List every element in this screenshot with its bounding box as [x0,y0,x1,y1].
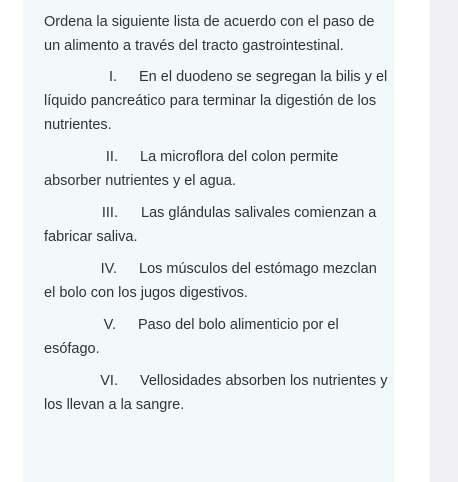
item-text: Paso del bolo alimenticio por el esófago. [44,317,339,357]
list-item [44,65,389,137]
item-numeral: I. [108,69,117,85]
item-numeral: III. [101,205,118,221]
item-numeral: IV. [100,261,117,277]
list-item [44,145,389,193]
item-numeral: VI. [100,373,118,389]
item-text: En el duodeno se segregan la bilis y el líquido pancreático para terminar la digestión de los nutrientes. [44,69,388,133]
question-card [23,0,394,482]
list-item [44,369,389,417]
item-text: La microflora del colon permite absorber nutrientes y el agua. [44,149,339,189]
list-item [44,257,389,305]
item-text: Los músculos del estómago mezclan el bolo con los jugos digestivos. [44,261,377,301]
question-text: Ordena la siguiente lista de acuerdo con el paso de un alimento a través del tracto gastrointestinal. [44,14,375,54]
item-numeral: V. [103,317,116,333]
list-item [44,201,389,249]
list-item [44,313,389,361]
side-panel [430,0,458,482]
item-text: Las glándulas salivales comienzan a fabricar saliva. [44,205,377,245]
item-numeral: II. [105,149,118,165]
item-text: Vellosidades absorben los nutrientes y los llevan a la sangre. [44,373,388,413]
